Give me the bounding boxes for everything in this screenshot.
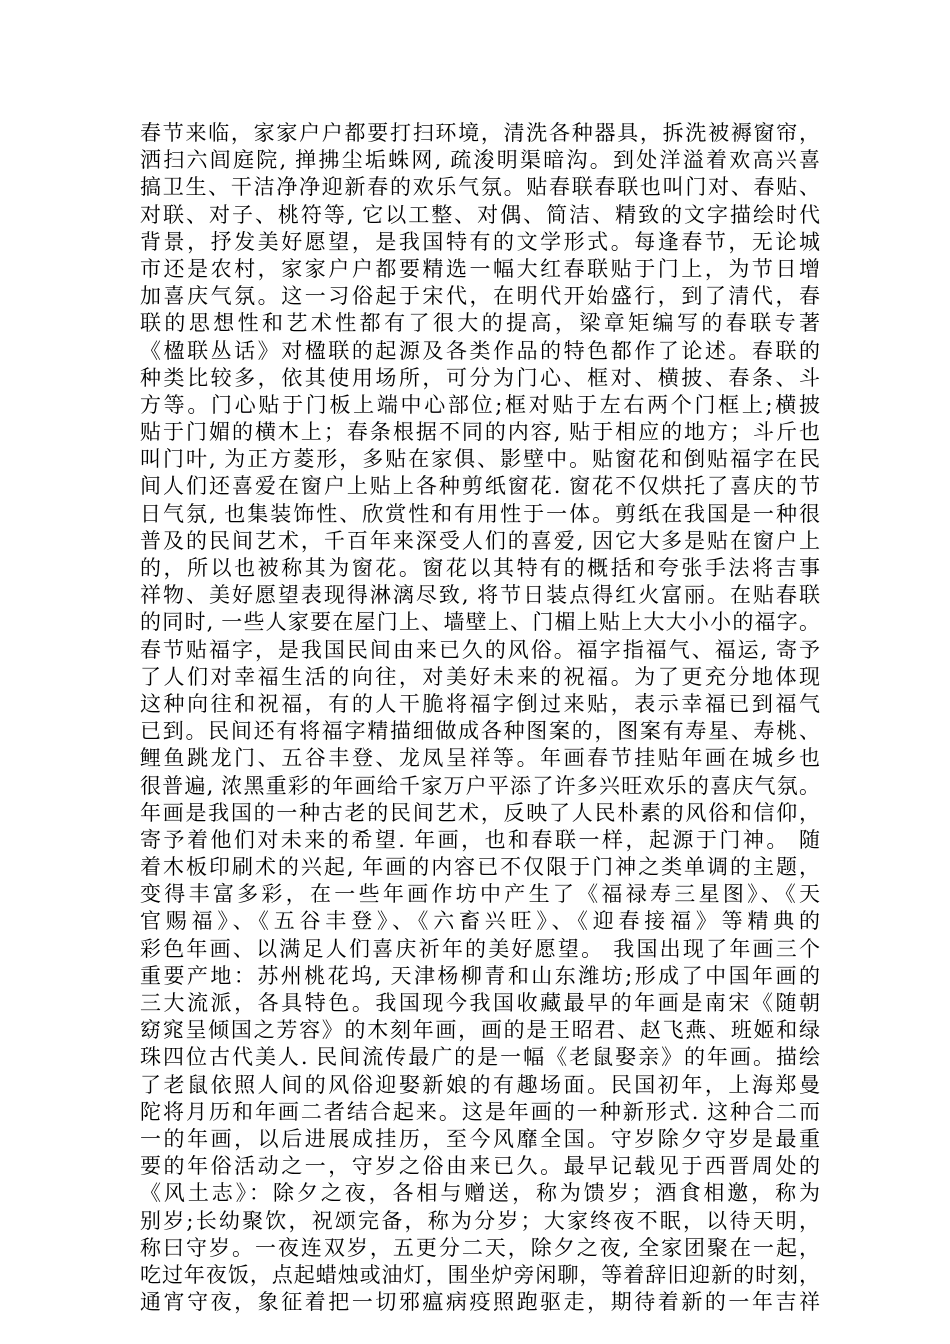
text-line: 祥物、美好愿望表现得淋漓尽致, 将节日装点得红火富丽。在贴春联 [140,583,820,608]
text-line: 了人们对幸福生活的向往，对美好未来的祝福。为了更充分地体现 [140,664,820,689]
text-line: 吃过年夜饭，点起蜡烛或油灯，围坐炉旁闲聊，等着辞旧迎新的时刻， [140,1262,820,1287]
text-line: 市还是农村，家家户户都要精选一幅大红春联贴于门上，为节日增 [140,256,820,281]
body-text [140,120,820,1316]
text-line: 已到。民间还有将福字精描细做成各种图案的，图案有寿星、寿桃、 [140,719,820,744]
text-line: 年画是我国的一种古老的民间艺术，反映了人民朴素的风俗和信仰， [140,800,820,825]
text-line: 鲤鱼跳龙门、五谷丰登、龙凤呈祥等。年画春节挂贴年画在城乡也 [140,746,820,771]
text-line: 间人们还喜爱在窗户上贴上各种剪纸窗花. 窗花不仅烘托了喜庆的节 [140,474,820,499]
text-line: 通宵守夜，象征着把一切邪瘟病疫照跑驱走，期待着新的一年吉祥 [140,1290,820,1315]
text-line: 彩色年画、以满足人们喜庆祈年的美好愿望。 我国出现了年画三个 [140,936,820,961]
text-line: 寄予着他们对未来的希望. 年画，也和春联一样，起源于门神。 随 [140,827,820,852]
text-line: 普及的民间艺术，千百年来深受人们的喜爱, 因它大多是贴在窗户上 [140,528,820,553]
text-line: 《楹联丛话》对楹联的起源及各类作品的特色都作了论述。春联的 [140,338,820,363]
text-line: 春节贴福字，是我国民间由来已久的风俗。福字指福气、福运, 寄予 [140,637,820,662]
text-line: 春节来临，家家户户都要打扫环境，清洗各种器具，拆洗被褥窗帘， [140,121,820,145]
text-line: 叫门叶, 为正方菱形，多贴在家俱、影壁中。贴窗花和倒贴福字在民 [140,447,820,472]
text-line: 一的年画，以后进展成挂历，至今风靡全国。守岁除夕守岁是最重 [140,1126,820,1151]
text-line: 种类比较多，依其使用场所，可分为门心、框对、横披、春条、斗 [140,365,820,390]
text-line: 日气氛, 也集装饰性、欣赏性和有用性于一体。剪纸在我国是一种很 [140,501,820,526]
text-line: 着木板印刷术的兴起, 年画的内容已不仅限于门神之类单调的主题， [140,855,820,880]
text-line: 背景，抒发美好愿望，是我国特有的文学形式。每逢春节，无论城 [140,229,820,254]
text-line: 的同时, 一些人家要在屋门上、墙壁上、门楣上贴上大大小小的福字。 [140,610,820,635]
text-line: 窈窕呈倾国之芳容》的木刻年画，画的是王昭君、赵飞燕、班姬和绿 [140,1018,820,1043]
text-line: 变得丰富多彩，在一些年画作坊中产生了《福禄寿三星图》、《天 [140,882,820,907]
text-line: 别岁;长幼聚饮，祝颂完备，称为分岁；大家终夜不眠，以待天明， [140,1208,820,1233]
text-line: 要的年俗活动之一，守岁之俗由来已久。最早记载见于西晋周处的 [140,1154,820,1179]
text-line: 《风土志》：除夕之夜，各相与赠送，称为馈岁；酒食相邀，称为 [140,1181,820,1206]
text-line: 贴于门媚的横木上；春条根据不同的内容, 贴于相应的地方；斗斤也 [140,420,820,445]
text-line: 对联、对子、桃符等, 它以工整、对偶、简洁、精致的文字描绘时代 [140,202,820,227]
text-line: 称曰守岁。一夜连双岁，五更分二天，除夕之夜, 全家团聚在一起， [140,1235,820,1260]
text-line: 很普遍, 浓黑重彩的年画给千家万户平添了许多兴旺欢乐的喜庆气氛。 [140,773,820,798]
text-line: 这种向往和祝福，有的人干脆将福字倒过来贴，表示幸福已到福气 [140,691,820,716]
text-line: 的，所以也被称其为窗花。窗花以其特有的概括和夸张手法将吉事 [140,556,820,580]
text-line: 珠四位古代美人. 民间流传最广的是一幅《老鼠娶亲》的年画。描绘 [140,1045,820,1070]
text-line: 三大流派，各具特色。我国现今我国收藏最早的年画是南宋《随朝 [140,991,820,1015]
text-line: 方等。门心贴于门板上端中心部位;框对贴于左右两个门框上;横披 [140,392,820,417]
text-line: 陀将月历和年画二者结合起来。这是年画的一种新形式. 这种合二而 [140,1099,820,1124]
text-line: 搞卫生、干洁净净迎新春的欢乐气氛。贴春联春联也叫门对、春贴、 [140,175,820,200]
text-line: 联的思想性和艺术性都有了很大的提高，梁章矩编写的春联专著 [140,311,820,336]
text-line: 官赐福》、《五谷丰登》、《六畜兴旺》、《迎春接福》等精典的 [140,909,820,934]
text-line: 重要产地：苏州桃花坞, 天津杨柳青和山东潍坊;形成了中国年画的 [140,963,820,988]
text-line: 了老鼠依照人间的风俗迎娶新娘的有趣场面。民国初年，上海郑曼 [140,1072,820,1097]
text-line: 加喜庆气氛。这一习俗起于宋代，在明代开始盛行，到了清代，春 [140,284,820,309]
text-line: 洒扫六闾庭院, 掸拂尘垢蛛网, 疏浚明渠暗沟。到处洋溢着欢高兴喜 [140,148,820,173]
